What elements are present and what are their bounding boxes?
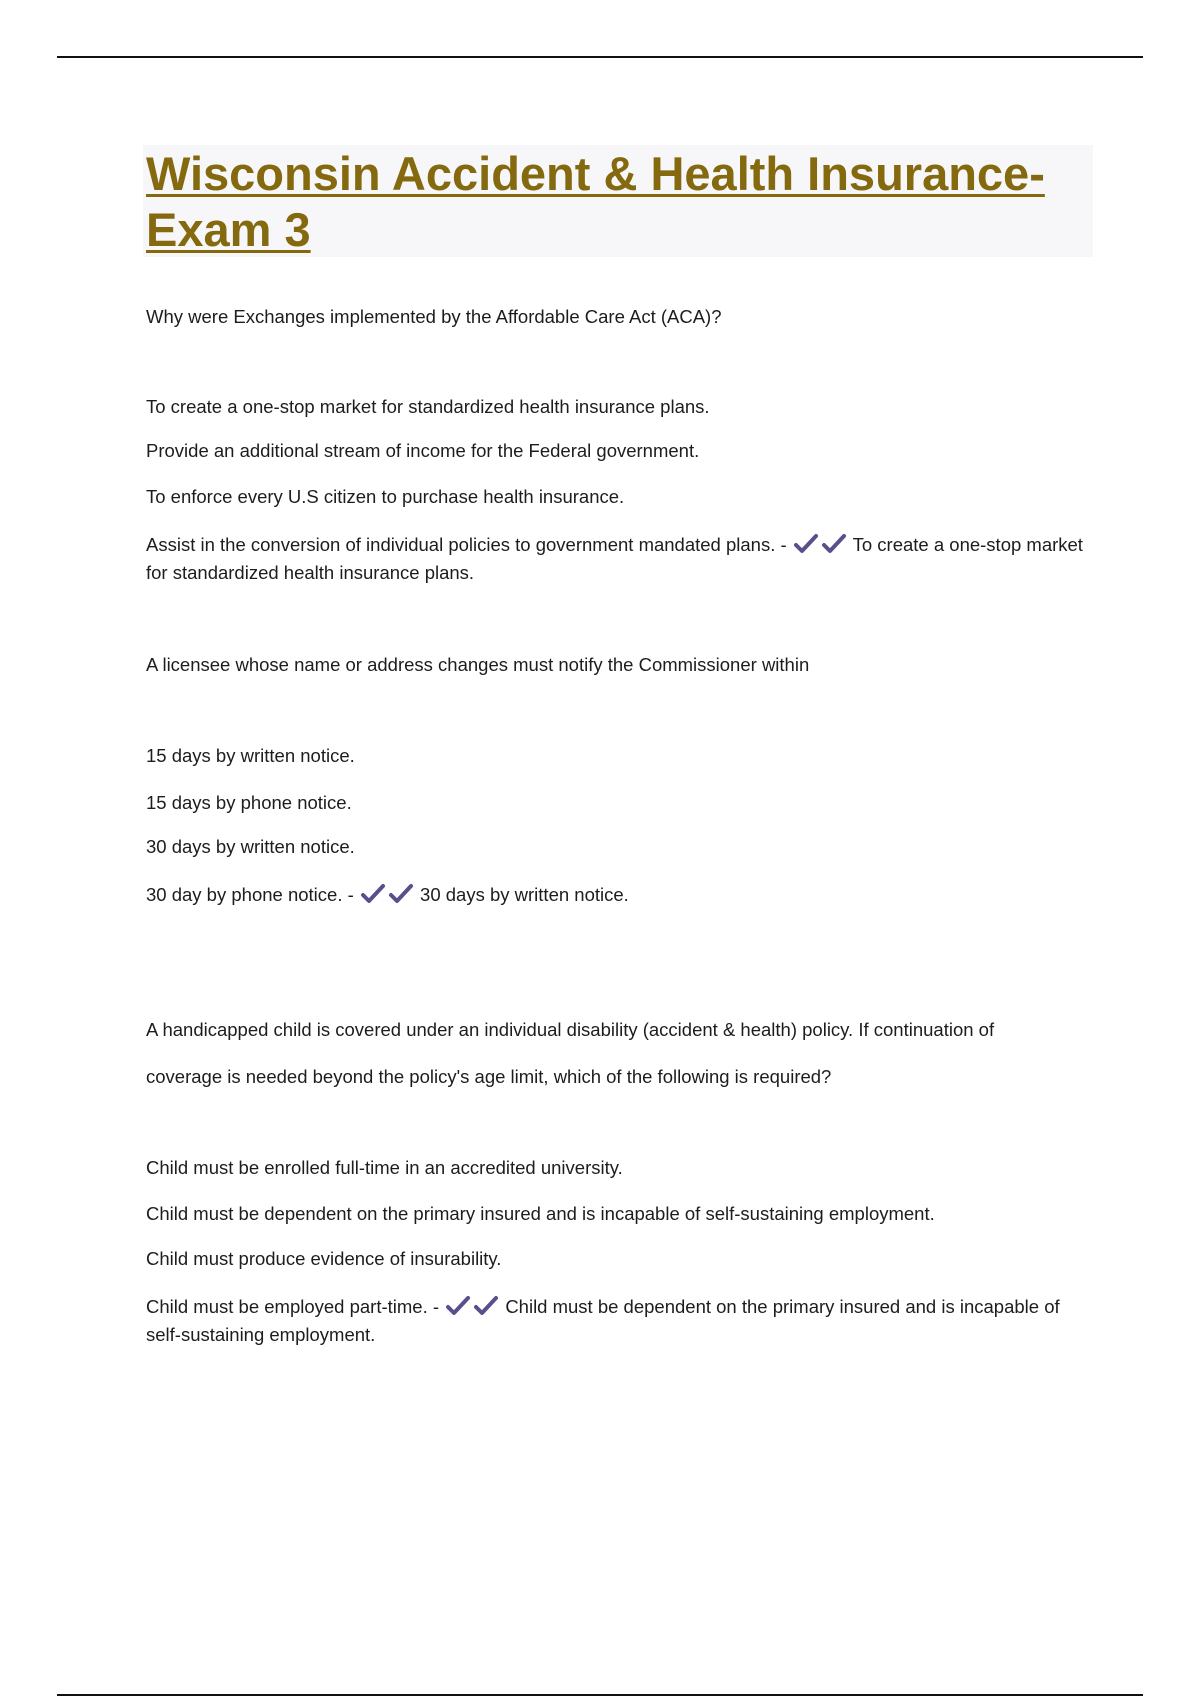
question-3-option-1: Child must be enrolled full-time in an accredited university. — [146, 1157, 623, 1178]
check-icon — [445, 1295, 471, 1317]
question-1-option-4: Assist in the conversion of individual policies to government mandated plans. - — [146, 534, 787, 555]
question-3-option-4: Child must be employed part-time. - — [146, 1296, 440, 1317]
question-2-option-1: 15 days by written notice. — [146, 745, 355, 766]
question-3-option-3: Child must produce evidence of insurability. — [146, 1248, 502, 1269]
question-3-text-line-2: coverage is needed beyond the policy's age limit, which of the following is required? — [146, 1066, 832, 1087]
question-2-option-2: 15 days by phone notice. — [146, 792, 352, 813]
question-1-option-3: To enforce every U.S citizen to purchase health insurance. — [146, 486, 625, 507]
top-rule — [57, 56, 1143, 58]
question-1-text: Why were Exchanges implemented by the Affordable Care Act (ACA)? — [146, 306, 722, 327]
check-icon — [473, 1295, 499, 1317]
question-3-option-2: Child must be dependent on the primary insured and is incapable of self-sustaining employment. — [146, 1203, 935, 1224]
question-2-option-4-with-answer — [146, 881, 629, 909]
bottom-rule — [57, 1694, 1143, 1696]
question-3-option-4-with-answer — [146, 1293, 1086, 1349]
question-2-answer: 30 days by written notice. — [420, 884, 629, 905]
question-3-answer: Child must be dependent on the primary insured and is incapable of self-sustaining employment. — [146, 1296, 1060, 1345]
question-1-answer: To create a one-stop market for standardized health insurance plans. — [146, 534, 1083, 583]
question-1-option-1: To create a one-stop market for standardized health insurance plans. — [146, 396, 710, 417]
question-2-option-3: 30 days by written notice. — [146, 836, 355, 857]
document-title: Wisconsin Accident & Health Insurance- Exam 3 — [146, 147, 1045, 256]
question-2-text: A licensee whose name or address changes must notify the Commissioner within — [146, 654, 810, 675]
question-1-option-4-with-answer — [146, 531, 1086, 587]
check-icon — [360, 883, 386, 905]
check-icon — [388, 883, 414, 905]
question-1-option-2: Provide an additional stream of income for the Federal government. — [146, 440, 700, 461]
question-2-option-4: 30 day by phone notice. - — [146, 884, 354, 905]
check-icon — [821, 533, 847, 555]
question-3-text-line-1: A handicapped child is covered under an individual disability (accident & health) policy. If continuation of — [146, 1019, 995, 1040]
check-icon — [793, 533, 819, 555]
